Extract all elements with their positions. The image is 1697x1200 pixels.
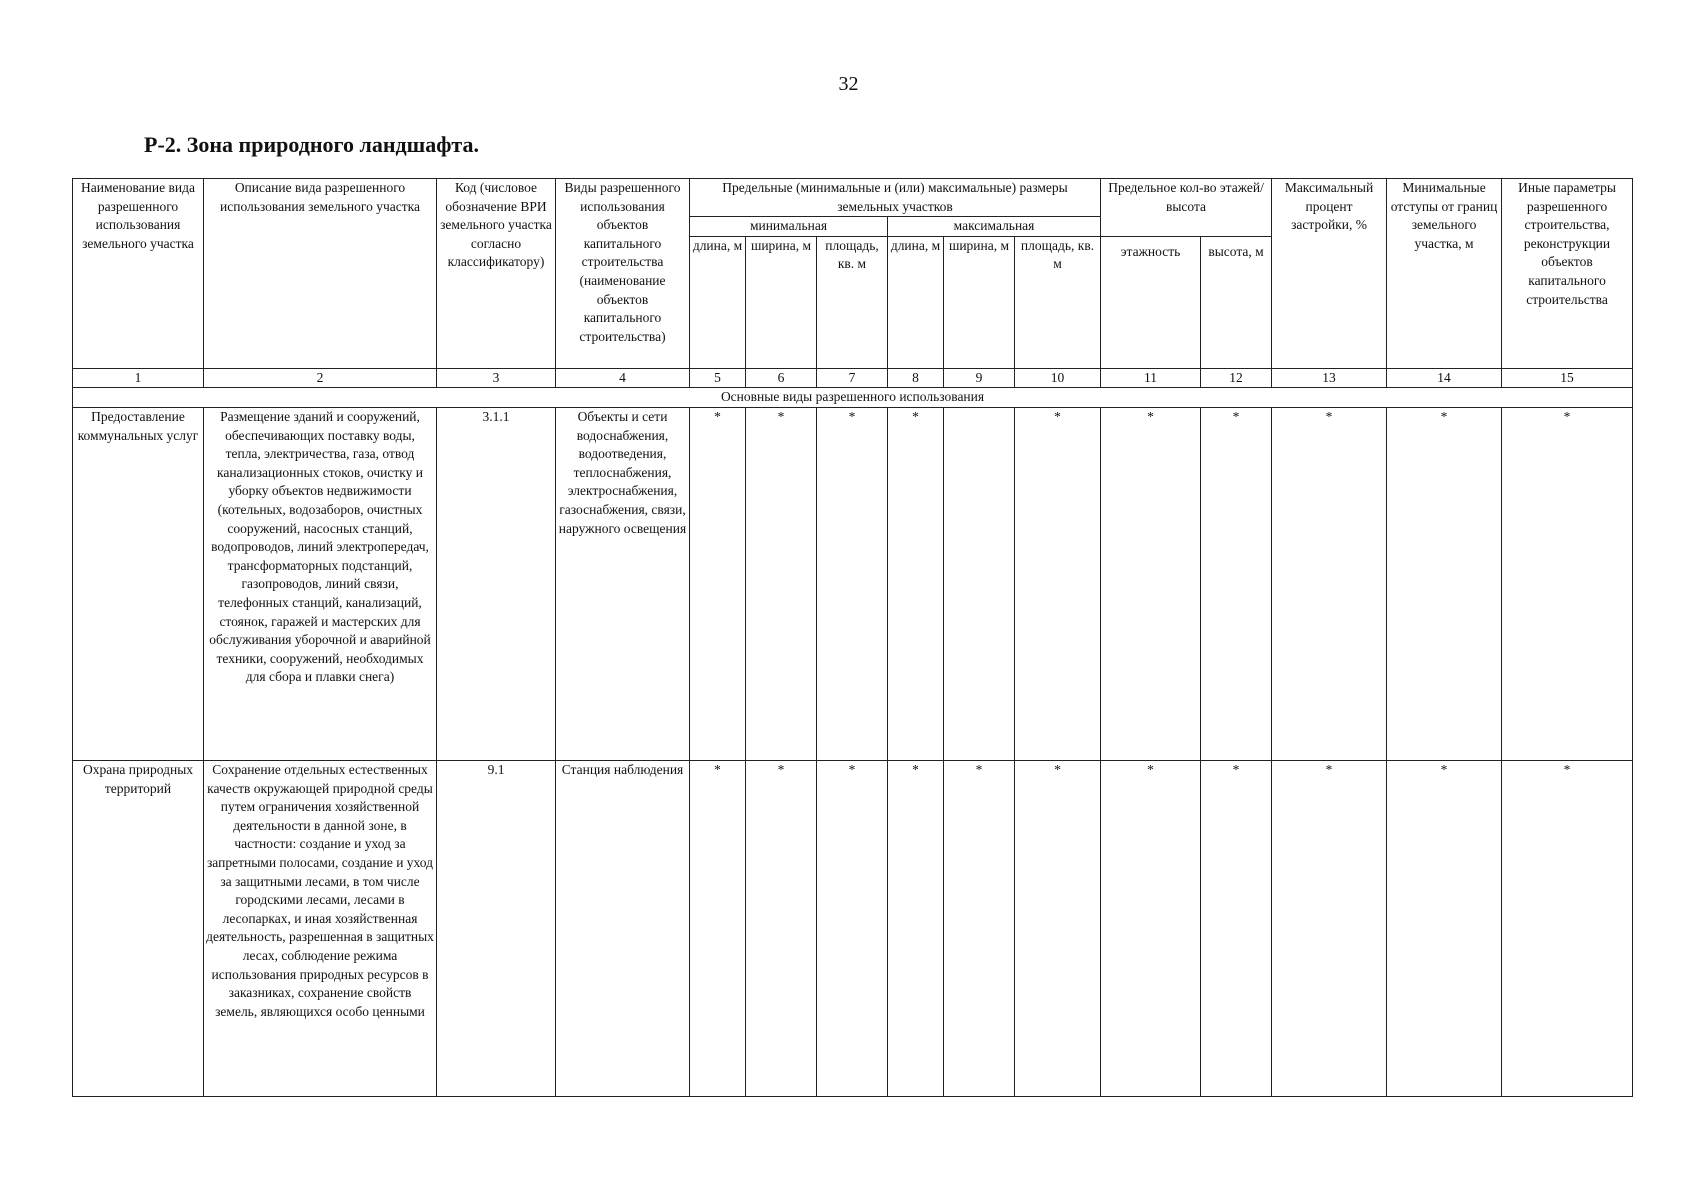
column-numbers-row xyxy=(73,368,1633,388)
header-maximum: максимальная xyxy=(888,217,1101,237)
use-description: Размещение зданий и сооружений, обеспечивающих поставку воды, тепла, электричества, газа, отвод канализационных стоков, очистку и уборку объектов недвижимости (котельных, водозаборов, очистных сооружений, насосных станций, водопроводов, линий электропередач, трансформаторных подстанций, газопроводов, линий связи, телефонных станций, канализаций, стоянок, гаражей и мастерских для обслуживания уборочной и аварийной техники, сооружений, необходимых для сбора и плавки снега) xyxy=(204,407,437,760)
header-min-length: длина, м xyxy=(690,236,746,368)
column-number: 14 xyxy=(1387,368,1502,388)
value-cell: * xyxy=(746,760,817,1096)
header-name: Наименование вида разрешенного использования земельного участка xyxy=(73,179,204,369)
header-max-building-percent: Максимальный процент застройки, % xyxy=(1272,179,1387,369)
header-min-setbacks: Минимальные отступы от границ земельного участка, м xyxy=(1387,179,1502,369)
value-cell: * xyxy=(690,760,746,1096)
column-number: 6 xyxy=(746,368,817,388)
value-cell: * xyxy=(944,760,1015,1096)
value-cell: * xyxy=(1201,407,1272,760)
table-row xyxy=(73,407,1633,760)
column-number: 2 xyxy=(204,368,437,388)
value-cell: * xyxy=(1502,760,1633,1096)
use-code: 3.1.1 xyxy=(437,407,556,760)
header-min-area: площадь, кв. м xyxy=(817,236,888,368)
capital-objects: Объекты и сети водоснабжения, водоотведения, теплоснабжения, электроснабжения, газоснабжения, связи, наружного освещения xyxy=(556,407,690,760)
use-name: Охрана природных территорий xyxy=(73,760,204,1096)
header-minimum: минимальная xyxy=(690,217,888,237)
header-min-width: ширина, м xyxy=(746,236,817,368)
header-row-1 xyxy=(73,179,1633,217)
section-title: Основные виды разрешенного использования xyxy=(73,388,1633,408)
header-code: Код (числовое обозначение ВРИ земельного участка согласно классификатору) xyxy=(437,179,556,369)
column-number: 11 xyxy=(1101,368,1201,388)
use-description: Сохранение отдельных естественных качеств окружающей природной среды путем ограничения хозяйственной деятельности в данной зоне, в частности: создание и уход за запретными полосами, создание и уход за защитными лесами, в том числе городскими лесами, лесами в лесопарках, и иная хозяйственная деятельность, разрешенная в защитных лесах, соблюдение режима использования природных ресурсов в заказниках, сохранение свойств земель, являющихся особо ценными xyxy=(204,760,437,1096)
capital-objects: Станция наблюдения xyxy=(556,760,690,1096)
column-number: 8 xyxy=(888,368,944,388)
value-cell: * xyxy=(690,407,746,760)
column-number: 5 xyxy=(690,368,746,388)
page-number: 32 xyxy=(838,73,859,95)
value-cell: * xyxy=(817,407,888,760)
header-description: Описание вида разрешенного использования земельного участка xyxy=(204,179,437,369)
column-number: 15 xyxy=(1502,368,1633,388)
header-max-length: длина, м xyxy=(888,236,944,368)
page-title: Р-2. Зона природного ландшафта. xyxy=(144,132,480,157)
value-cell: * xyxy=(1015,407,1101,760)
column-number: 10 xyxy=(1015,368,1101,388)
header-floors: этажность xyxy=(1101,236,1201,368)
column-number: 12 xyxy=(1201,368,1272,388)
column-number: 9 xyxy=(944,368,1015,388)
column-number: 7 xyxy=(817,368,888,388)
header-floors-height: Предельное кол-во этажей/высота xyxy=(1101,179,1272,237)
value-cell: * xyxy=(1387,407,1502,760)
column-number: 13 xyxy=(1272,368,1387,388)
header-max-area: площадь, кв. м xyxy=(1015,236,1101,368)
value-cell: * xyxy=(1101,760,1201,1096)
column-number: 1 xyxy=(73,368,204,388)
regulations-table xyxy=(72,178,1633,1097)
value-cell: * xyxy=(1201,760,1272,1096)
use-name: Предоставление коммунальных услуг xyxy=(73,407,204,760)
value-cell: * xyxy=(1502,407,1633,760)
value-cell: * xyxy=(817,760,888,1096)
header-capital-objects: Виды разрешенного использования объектов капитального строительства (наименование объектов капитального строительства) xyxy=(556,179,690,369)
header-height: высота, м xyxy=(1201,236,1272,368)
value-cell xyxy=(944,407,1015,760)
header-plot-sizes: Предельные (минимальные и (или) максимальные) размеры земельных участков xyxy=(690,179,1101,217)
header-other-parameters: Иные параметры разрешенного строительства, реконструкции объектов капитального строительства xyxy=(1502,179,1633,369)
value-cell: * xyxy=(1101,407,1201,760)
value-cell: * xyxy=(888,760,944,1096)
section-row xyxy=(73,388,1633,408)
value-cell: * xyxy=(746,407,817,760)
value-cell: * xyxy=(1015,760,1101,1096)
value-cell: * xyxy=(1387,760,1502,1096)
column-number: 4 xyxy=(556,368,690,388)
table-row xyxy=(73,760,1633,1096)
value-cell: * xyxy=(1272,760,1387,1096)
use-code: 9.1 xyxy=(437,760,556,1096)
column-number: 3 xyxy=(437,368,556,388)
value-cell: * xyxy=(888,407,944,760)
header-max-width: ширина, м xyxy=(944,236,1015,368)
value-cell: * xyxy=(1272,407,1387,760)
